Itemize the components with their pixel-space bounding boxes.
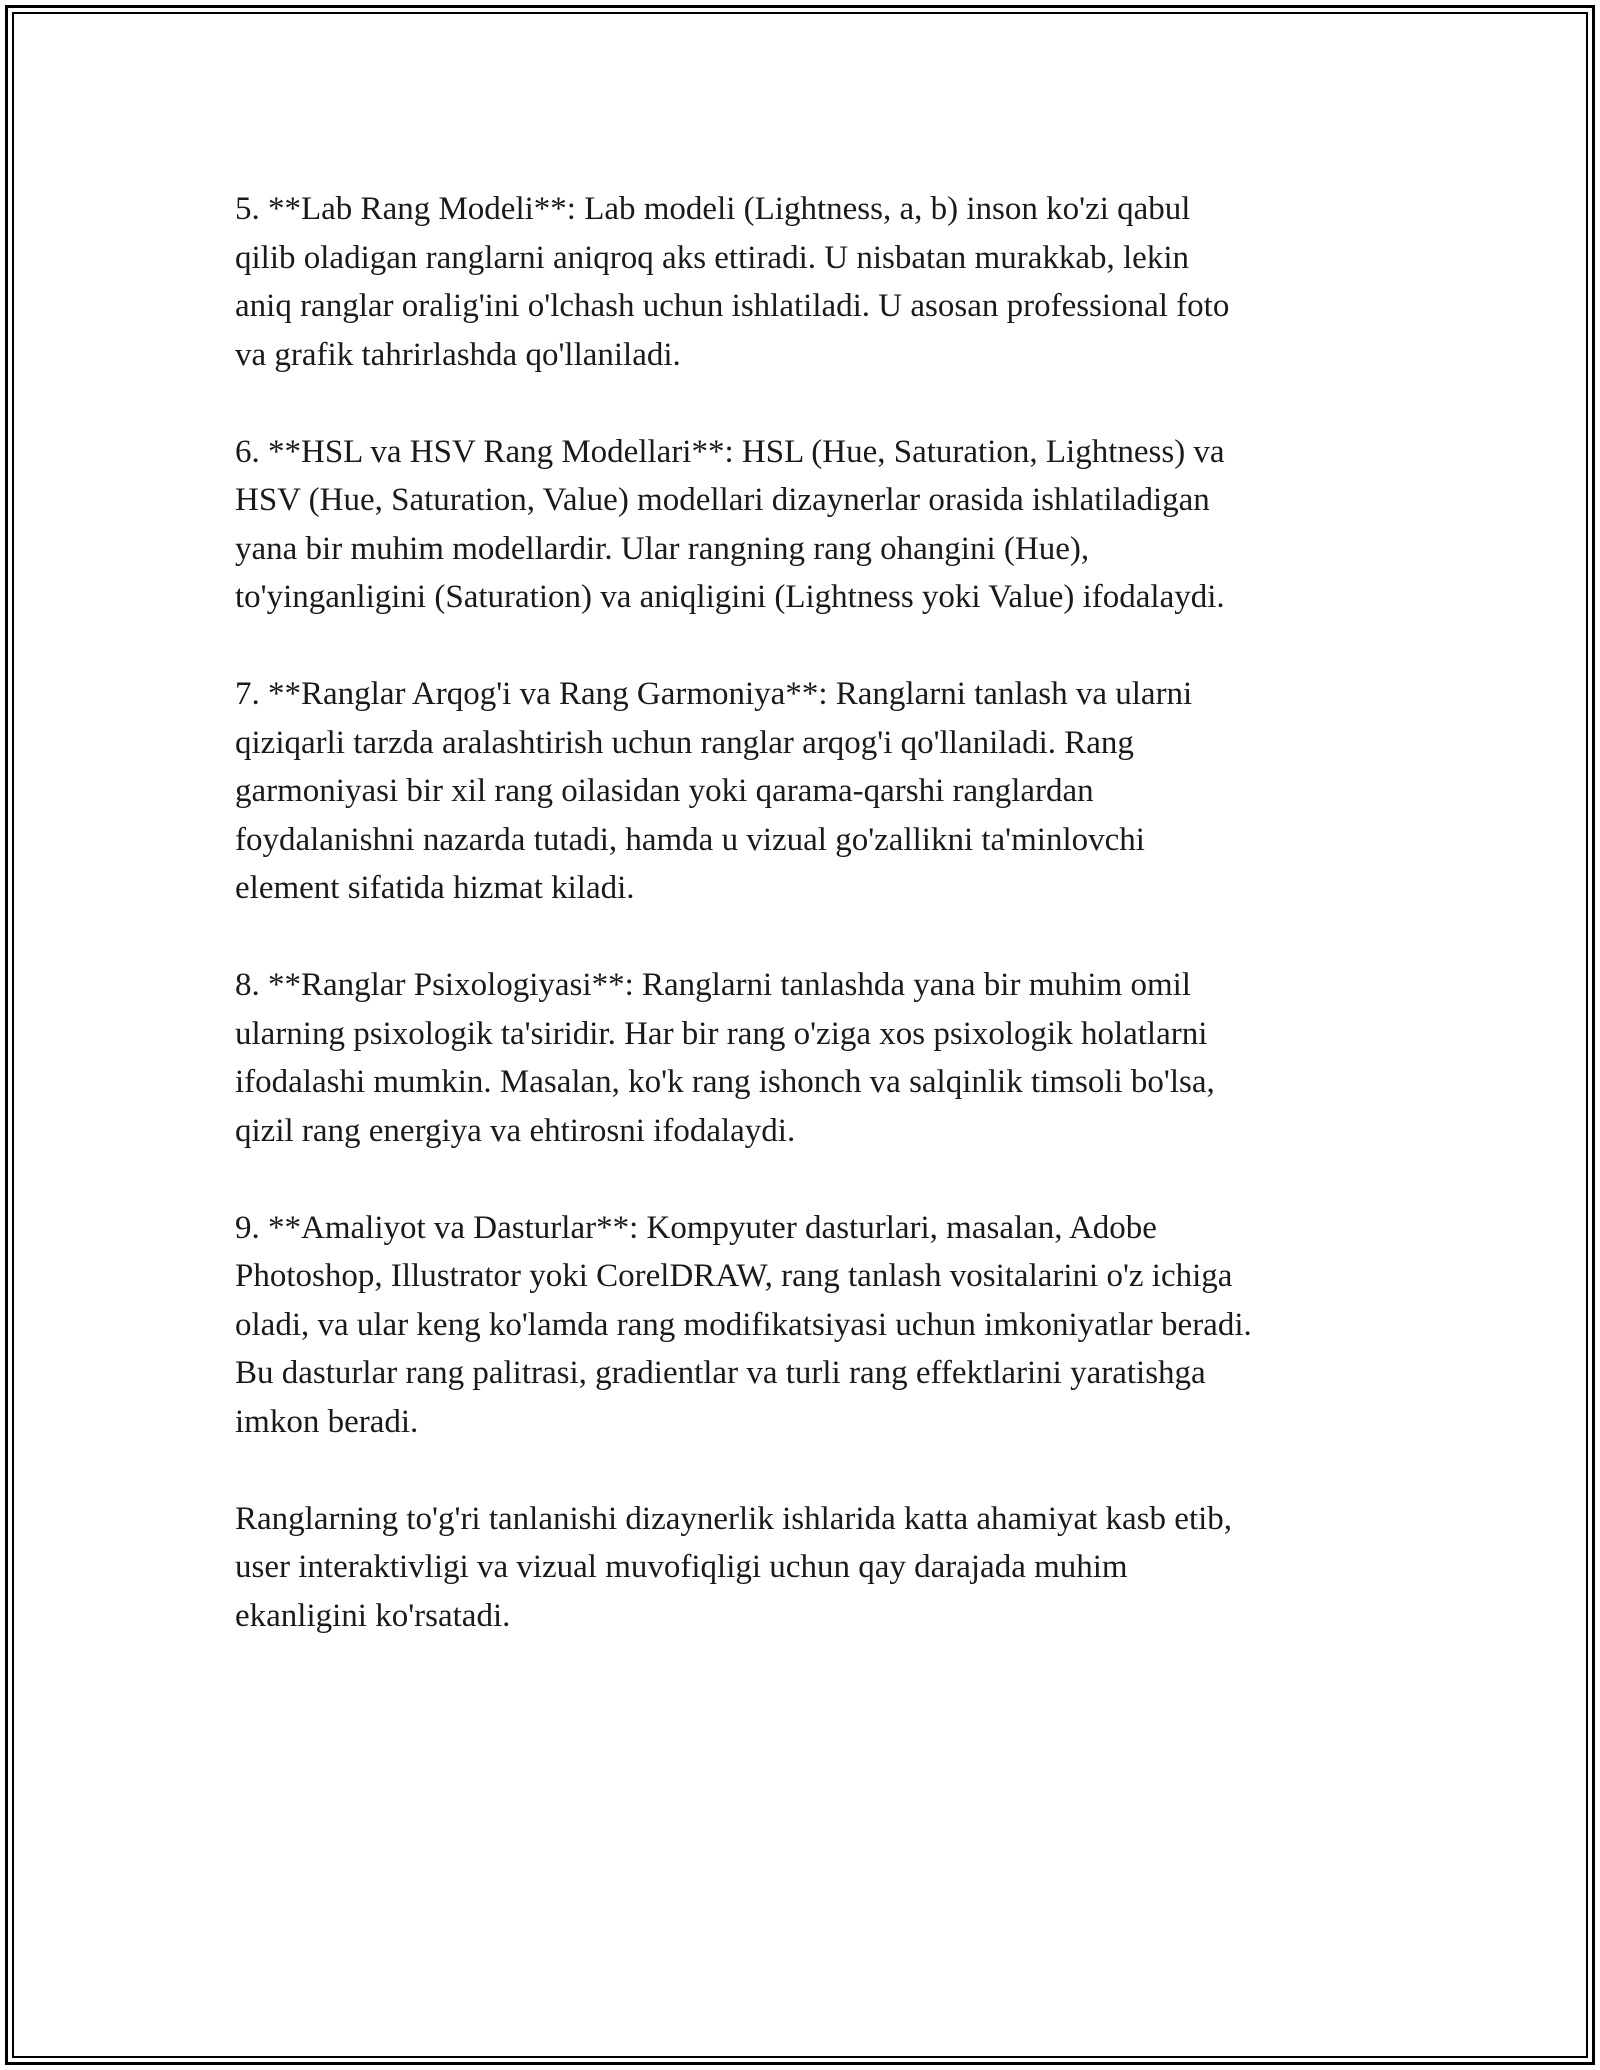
paragraph-lab-model: 5. **Lab Rang Modeli**: Lab modeli (Lightness, a, b) inson ko'zi qabul qilib oladigan ranglarni aniqroq aks ettiradi. U nisbatan murakkab, lekin aniq ranglar oralig'ini o'lchash uchun ishlatiladi. U asosan professional foto va grafik tahrirlashda qo'llaniladi. (235, 191, 1230, 373)
paragraph-hsl-hsv-models: 6. **HSL va HSV Rang Modellari**: HSL (Hue, Saturation, Lightness) va HSV (Hue, Saturation, Value) modellari dizaynerlar orasida ishlatiladigan yana bir muhim modellardir. Ular rangning rang ohangini (Hue), to'yinganligini (Saturation) va aniqligini (Lightness yoki Value) ifodalaydi. (235, 433, 1225, 615)
paragraph-conclusion: Ranglarning to'g'ri tanlanishi dizaynerlik ishlarida katta ahamiyat kasb etib, user interaktivligi va vizual muvofiqligi uchun qay darajada muhim ekanligini ko'rsatadi. (235, 1500, 1233, 1634)
document-body (235, 185, 1395, 1689)
paragraph-color-psychology: 8. **Ranglar Psixologiyasi**: Ranglarni tanlashda yana bir muhim omil ularning psixologik ta'siridir. Har bir rang o'ziga xos psixologik holatlarni ifodalashi mumkin. Masalan, ko'k rang ishonch va salqinlik timsoli bo'lsa, qizil rang energiya va ehtirosni ifodalaydi. (235, 967, 1215, 1149)
paragraph-color-wheel-harmony: 7. **Ranglar Arqog'i va Rang Garmoniya**: Ranglarni tanlash va ularni qiziqarli tarzda aralashtirish uchun ranglar arqog'i qo'llaniladi. Rang garmoniyasi bir xil rang oilasidan yoki qarama-qarshi ranglardan foydalanishni nazarda tutadi, hamda u vizual go'zallikni ta'minlovchi element sifatida hizmat kiladi. (235, 676, 1193, 906)
paragraph-practice-software: 9. **Amaliyot va Dasturlar**: Kompyuter dasturlari, masalan, Adobe Photoshop, Illustrator yoki CorelDRAW, rang tanlash vositalarini o'z ichiga oladi, va ular keng ko'lamda rang modifikatsiyasi uchun imkoniyatlar beradi. Bu dasturlar rang palitrasi, gradientlar va turli rang effektlarini yaratishga imkon beradi. (235, 1209, 1252, 1440)
